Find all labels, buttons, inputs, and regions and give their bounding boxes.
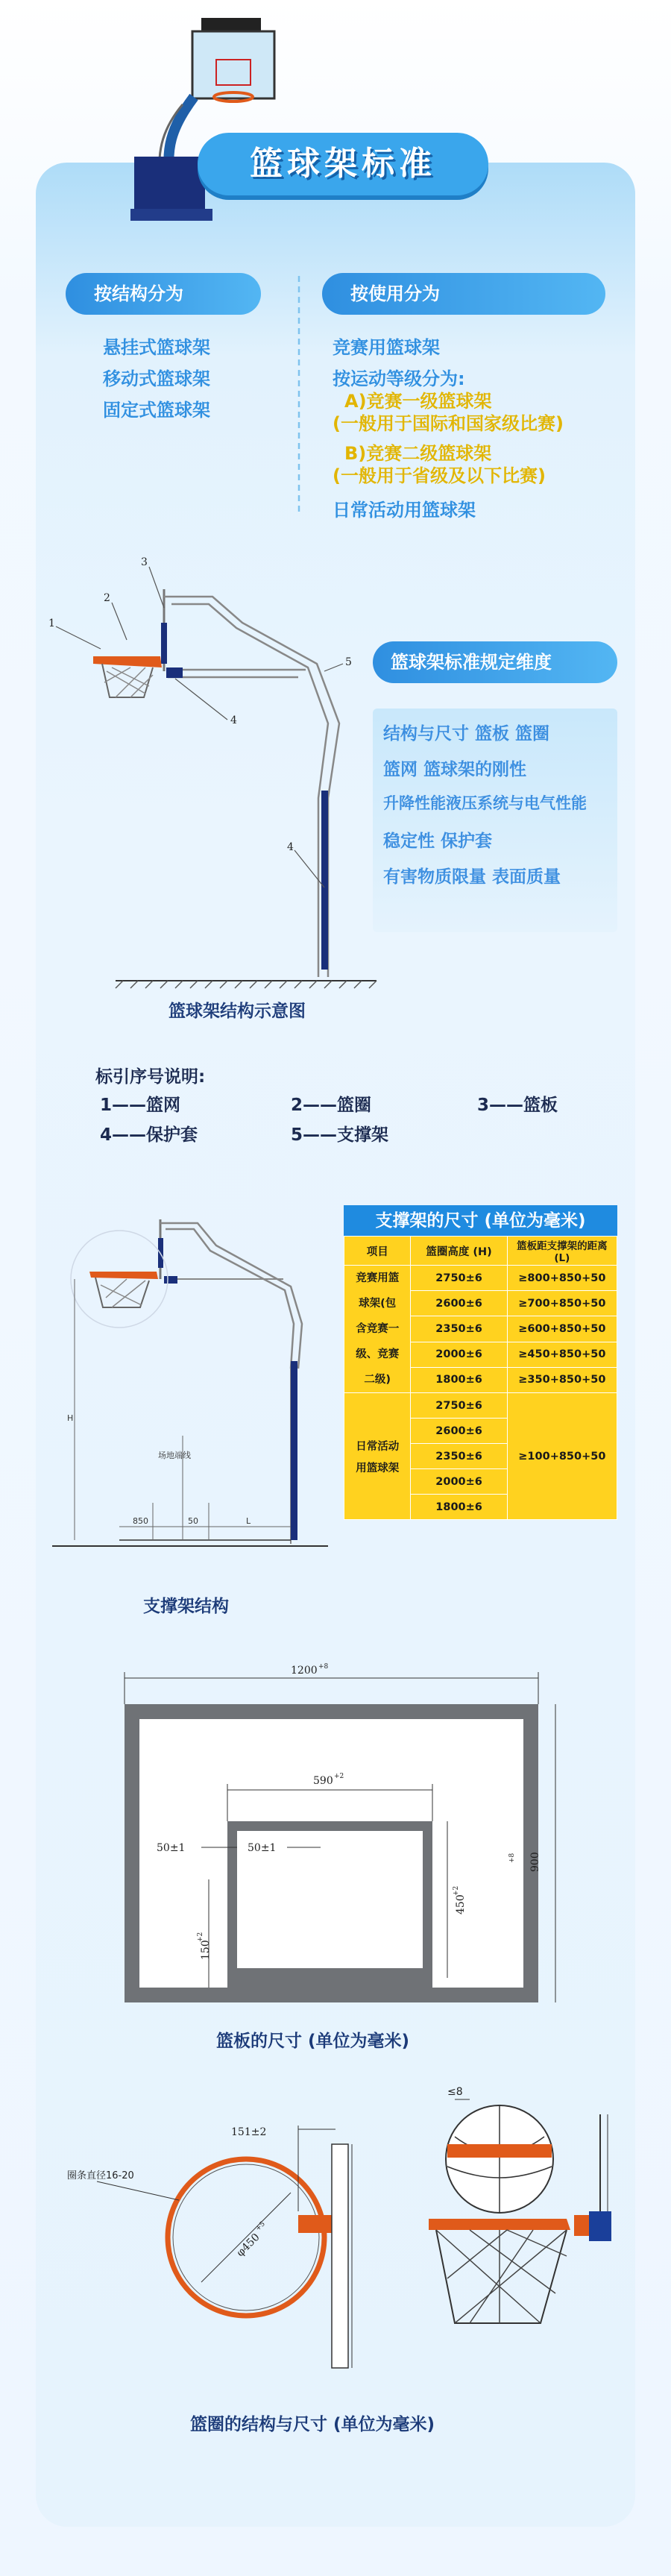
spec-g1-l-3: ≥600+850+50: [507, 1316, 617, 1342]
backboard-diagram: [104, 1656, 582, 2014]
spec-header-distance: 篮板距支撑架的距离 (L): [507, 1237, 617, 1266]
inner-width-tol: +2: [334, 1773, 344, 1780]
spec-table-title: 支撑架的尺寸 (单位为毫米): [344, 1205, 617, 1237]
border-left: 50±1: [157, 1842, 186, 1854]
spec-g2-h-3: 2350±6: [411, 1444, 507, 1469]
legend-item-4: 4——保护套: [100, 1125, 198, 1145]
rim-offset: 151±2: [231, 2126, 267, 2138]
support-w3: L: [246, 1516, 251, 1526]
legend-heading: 标引序号说明:: [95, 1067, 206, 1087]
spec-g2-h-4: 2000±6: [411, 1469, 507, 1495]
spec-g2-distance: ≥100+850+50: [507, 1393, 617, 1520]
dimension-row-2: 篮网 篮球架的刚性: [383, 760, 527, 779]
page-title: 篮球架标准: [250, 145, 436, 183]
backboard-width: 1200: [291, 1665, 318, 1677]
backboard-height: 900: [529, 1852, 541, 1872]
spec-table: [344, 1236, 617, 1520]
scoreboard: [201, 18, 261, 31]
inner-width: 590: [313, 1775, 333, 1787]
structure-pill: [66, 273, 261, 315]
spec-g1-l-1: ≥800+850+50: [507, 1266, 617, 1291]
structure-pill-label: 按结构分为: [94, 283, 183, 304]
rim-diameter-tol: +5: [254, 2220, 267, 2233]
spec-header-height: 篮圈高度 (H): [411, 1237, 507, 1266]
inner-height-tol: +2: [453, 1885, 460, 1896]
callout-4a: 4: [230, 714, 237, 726]
spec-g1-l-5: ≥350+850+50: [507, 1367, 617, 1392]
rim-wire: 圈条直径16-20: [67, 2170, 134, 2181]
stand-structure-diagram: [41, 552, 384, 984]
callout-2: 2: [104, 592, 110, 604]
spec-g2-h-2: 2600±6: [411, 1419, 507, 1444]
structure-item-3: 固定式篮球架: [103, 400, 210, 421]
dimension-row-4: 稳定性 保护套: [383, 832, 493, 851]
spec-group2-label: 日常活动 用篮球架: [344, 1393, 411, 1520]
spec-group1-label: 竞赛用篮 球架(包 含竞赛一 级、竞赛 二级): [344, 1266, 411, 1393]
spec-g1-h-2: 2600±6: [411, 1291, 507, 1316]
spec-g1-h-3: 2350±6: [411, 1316, 507, 1342]
dimension-row-3: 升降性能液压系统与电气性能: [383, 794, 587, 812]
usage-a2: (一般用于国际和国家级比赛): [333, 413, 564, 434]
spec-g1-l-2: ≥700+850+50: [507, 1291, 617, 1316]
bottom-offset-tol: +2: [197, 1932, 204, 1942]
support-h: H: [67, 1413, 74, 1423]
structure-diagram-caption: 篮球架结构示意图: [168, 1002, 306, 1021]
bottom-offset: 150: [200, 1940, 212, 1960]
legend-item-5: 5——支撑架: [291, 1125, 389, 1145]
callout-5: 5: [345, 656, 352, 668]
usage-pill-label: 按使用分为: [350, 283, 440, 304]
backboard-height-tol: +8: [508, 1853, 516, 1863]
page-title-bar: [198, 133, 488, 195]
inner-height: 450: [455, 1894, 467, 1914]
border-right: 50±1: [248, 1842, 277, 1854]
callout-1: 1: [48, 618, 55, 629]
usage-line-3: 日常活动用篮球架: [333, 500, 476, 521]
legend-item-3: 3——篮板: [477, 1096, 558, 1115]
spec-g1-l-4: ≥450+850+50: [507, 1342, 617, 1367]
usage-line-1: 竞赛用篮球架: [333, 337, 440, 358]
usage-pill: [322, 273, 605, 315]
support-caption: 支撑架结构: [143, 1597, 229, 1616]
usage-b1: B)竞赛二级篮球架: [344, 443, 492, 464]
structure-item-2: 移动式篮球架: [103, 368, 210, 389]
spec-g2-h-1: 2750±6: [411, 1393, 507, 1419]
usage-b2: (一般用于省级及以下比赛): [333, 465, 546, 486]
spec-g1-h-1: 2750±6: [411, 1266, 507, 1291]
legend-item-1: 1——篮网: [100, 1096, 181, 1115]
support-structure-diagram: [45, 1204, 343, 1570]
rim-caption: 篮圈的结构与尺寸 (单位为毫米): [190, 2415, 435, 2434]
support-w1: 850: [133, 1516, 148, 1526]
spec-header-item: 项目: [344, 1237, 411, 1266]
backboard-width-tol: +8: [318, 1663, 329, 1671]
dimensions-pill-label: 篮球架标准规定维度: [391, 652, 552, 673]
structure-item-1: 悬挂式篮球架: [103, 337, 210, 358]
spec-g1-h-5: 1800±6: [411, 1367, 507, 1392]
dimension-row-1: 结构与尺寸 篮板 篮圈: [383, 724, 550, 744]
legend-item-2: 2——篮圈: [291, 1096, 372, 1115]
dimension-row-5: 有害物质限量 表面质量: [383, 867, 561, 887]
column-divider: [295, 276, 303, 515]
rim-diameter: φ450: [234, 2231, 262, 2260]
rim-gap: ≤8: [447, 2086, 463, 2098]
support-ground-label: 场地端线: [158, 1451, 191, 1460]
spec-g2-h-5: 1800±6: [411, 1495, 507, 1520]
dimensions-pill: [373, 641, 617, 683]
rim-diagram: [52, 2085, 619, 2368]
spec-g1-h-4: 2000±6: [411, 1342, 507, 1367]
callout-4b: 4: [287, 841, 294, 853]
callout-3: 3: [141, 556, 148, 568]
backboard-caption: 篮板的尺寸 (单位为毫米): [216, 2032, 410, 2051]
support-w2: 50: [188, 1516, 198, 1526]
usage-line-2: 按运动等级分为:: [333, 368, 465, 389]
usage-a1: A)竞赛一级篮球架: [344, 391, 492, 412]
